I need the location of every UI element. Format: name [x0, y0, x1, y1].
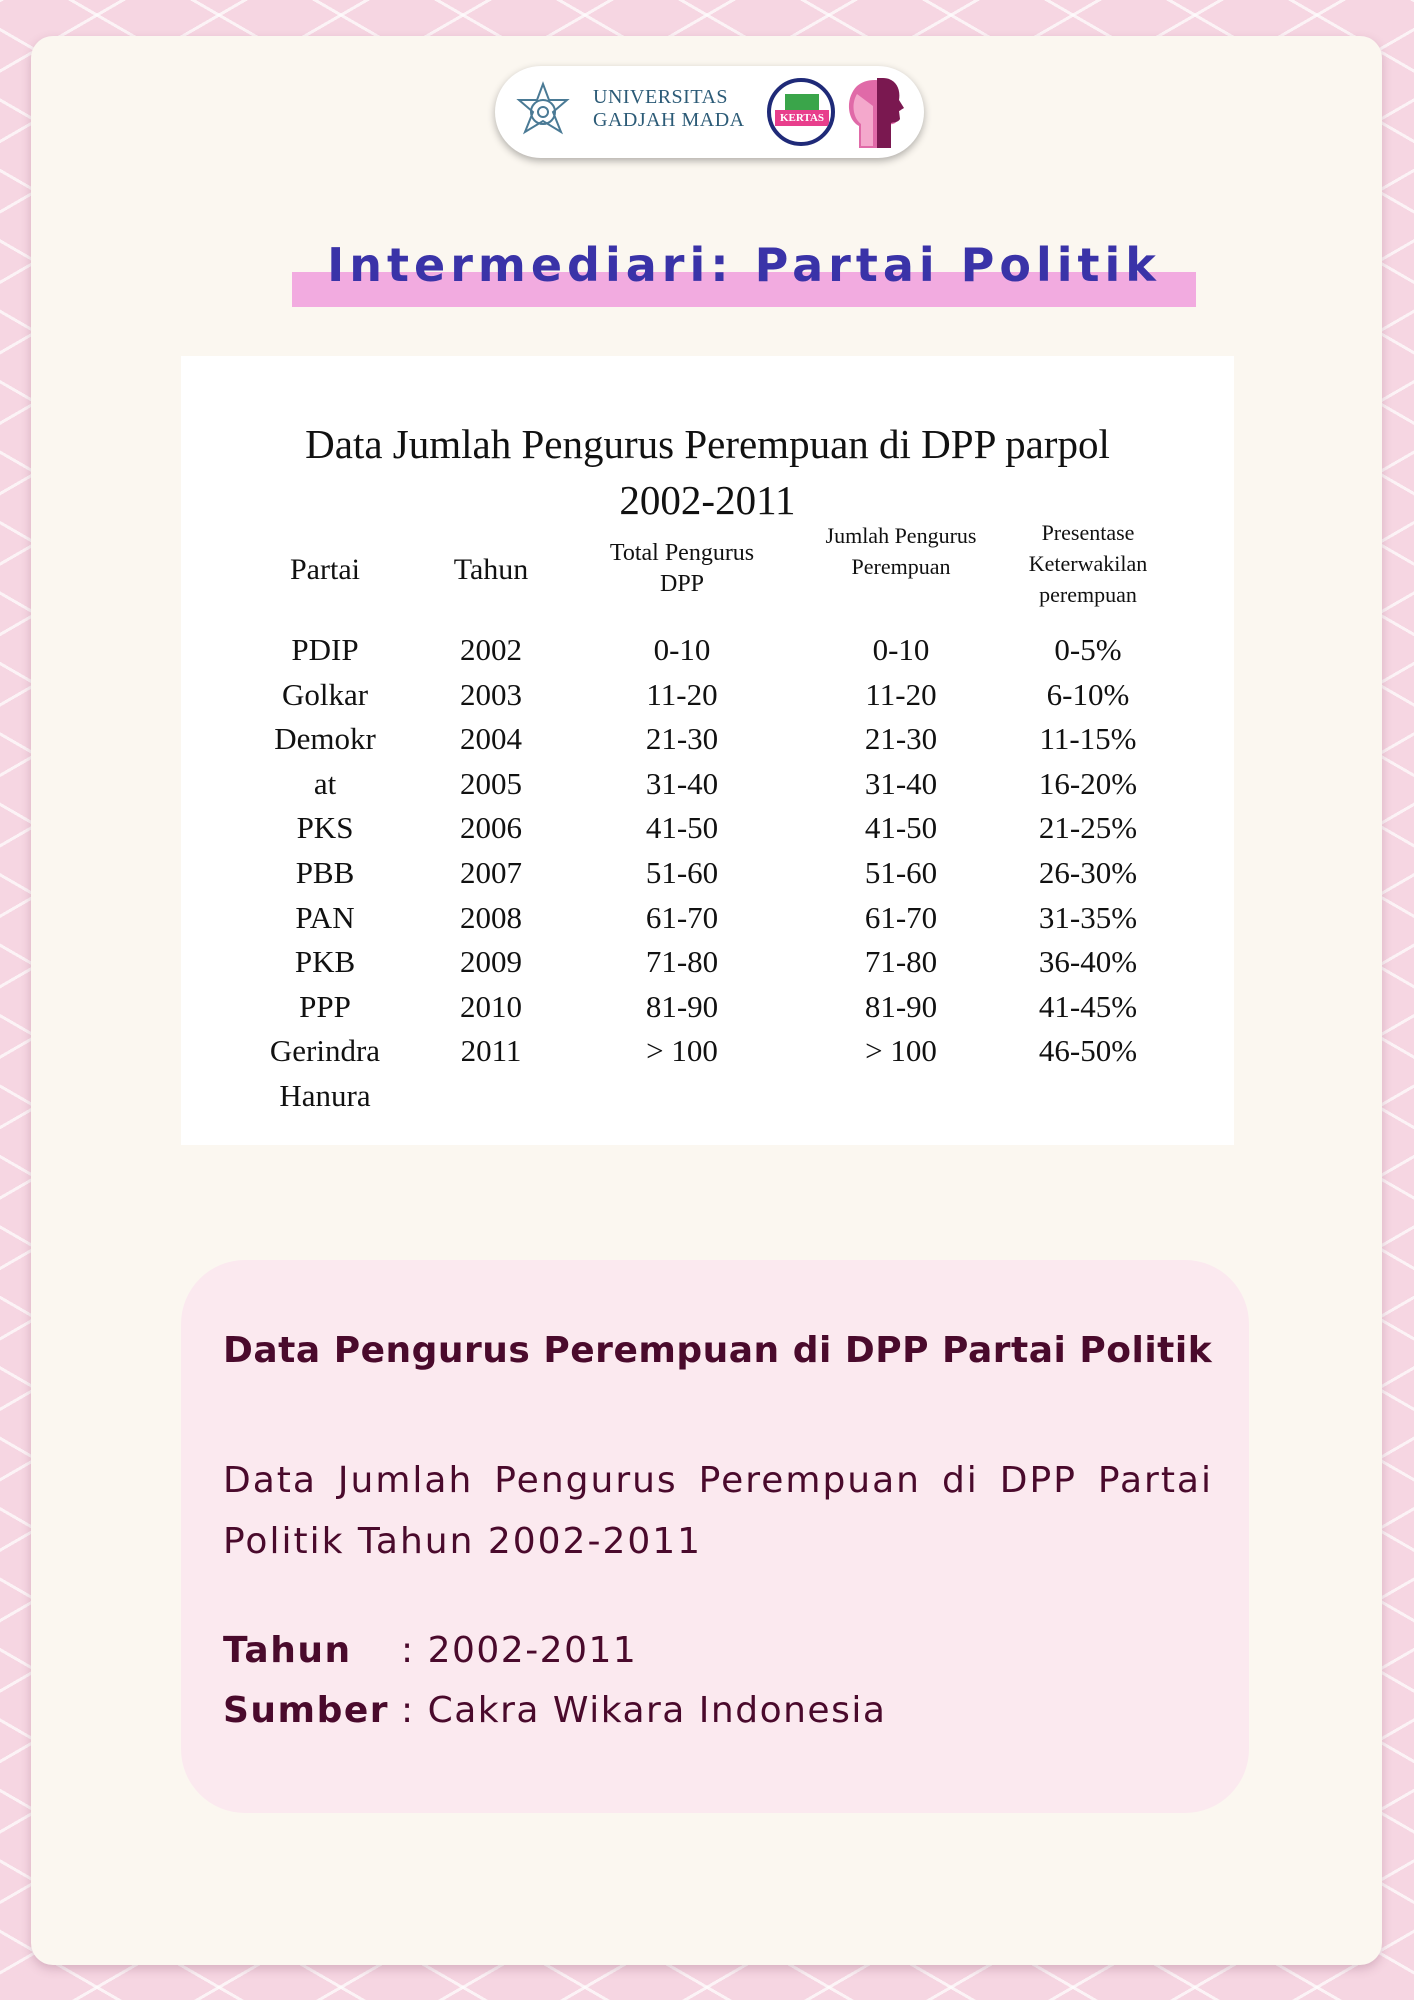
table-cell: 71-80 — [645, 944, 719, 980]
table-cell: Golkar — [281, 676, 369, 712]
table-title-line1: Data Jumlah Pengurus Perempuan di DPP parpol — [305, 421, 1110, 467]
table-cell: PKS — [296, 810, 354, 846]
table-cell: 2010 — [460, 988, 522, 1024]
header-persen: Presentase Keterwakilan perempuan — [1028, 519, 1148, 607]
table-cell: 2006 — [460, 810, 522, 846]
table-cell: 31-35% — [1038, 899, 1138, 935]
info-box — [181, 1260, 1249, 1813]
table-cell: PDIP — [291, 632, 359, 667]
table-cell: PPP — [299, 988, 351, 1024]
table-cell: 41-50 — [645, 810, 719, 846]
table-cell: 41-45% — [1038, 988, 1138, 1024]
ugm-wordmark — [593, 86, 745, 132]
table-title-line2: 2002-2011 — [619, 477, 796, 523]
women-silhouette-icon — [845, 76, 907, 148]
table-cell: > 100 — [865, 1033, 937, 1069]
partai-cells — [230, 628, 420, 1119]
table-cell: 41-50 — [864, 810, 938, 846]
jumlah-cells — [806, 628, 996, 1074]
table-cell: 2002 — [460, 632, 522, 667]
info-description: Data Jumlah Pengurus Perempuan di DPP Partai Politik Tahun 2002-2011 — [223, 1460, 1213, 1562]
table-cell: 61-70 — [645, 899, 719, 935]
table-cell: 51-60 — [864, 854, 938, 890]
table-cell: 2011 — [460, 1033, 522, 1069]
table-cell: 2008 — [460, 899, 522, 935]
table-cell: 0-5% — [1054, 632, 1122, 667]
table-cell: 2005 — [460, 765, 522, 801]
header-jumlah: Jumlah Pengurus Perempuan — [825, 523, 977, 579]
table-cell: 31-40 — [645, 765, 719, 801]
kertas-logo — [767, 78, 835, 146]
table-cell: 71-80 — [864, 944, 938, 980]
table-title — [181, 416, 1234, 528]
data-table-image — [181, 356, 1234, 1145]
table-cell: 11-20 — [865, 676, 937, 712]
table-cell: 2007 — [460, 854, 522, 890]
total-cells — [587, 628, 777, 1074]
logo-banner — [495, 66, 924, 158]
table-cell: 21-30 — [864, 721, 938, 757]
tahun-cells — [396, 628, 586, 1074]
ugm-line2: GADJAH MADA — [593, 109, 745, 131]
table-cell: PAN — [295, 899, 355, 935]
sumber-label: Sumber — [223, 1690, 390, 1731]
table-cell: Gerindra — [269, 1033, 381, 1069]
table-cell: 16-20% — [1038, 765, 1138, 801]
ugm-line1: UNIVERSITAS — [593, 86, 729, 108]
table-cell: 26-30% — [1038, 854, 1138, 890]
tahun-value: : 2002-2011 — [401, 1630, 638, 1671]
table-cell: 61-70 — [864, 899, 938, 935]
sumber-row — [223, 1690, 886, 1731]
table-cell: 36-40% — [1038, 944, 1138, 980]
table-cell: 21-30 — [645, 721, 719, 757]
table-cell: Demokr — [274, 721, 376, 757]
header-partai: Partai — [290, 552, 360, 586]
tahun-label: Tahun — [223, 1630, 352, 1671]
table-cell: 46-50% — [1038, 1033, 1138, 1069]
sumber-value: : Cakra Wikara Indonesia — [401, 1690, 887, 1731]
table-cell: 51-60 — [645, 854, 719, 890]
ugm-emblem-icon — [511, 80, 575, 144]
table-cell: > 100 — [646, 1033, 718, 1069]
table-cell: at — [313, 765, 337, 801]
table-cell: 2009 — [460, 944, 522, 980]
table-cell: 6-10% — [1046, 676, 1130, 712]
table-cell: 11-15% — [1039, 721, 1137, 757]
info-heading: Data Pengurus Perempuan di DPP Partai Politik — [223, 1330, 1213, 1371]
header-total: Total Pengurus DPP — [609, 540, 755, 597]
table-cell: 21-25% — [1038, 810, 1138, 846]
table-cell: 81-90 — [645, 988, 719, 1024]
table-cell: Hanura — [279, 1077, 371, 1113]
table-cell: PKB — [294, 944, 356, 980]
table-cell: 0-10 — [653, 632, 711, 667]
table-cell: 81-90 — [864, 988, 938, 1024]
table-cell: PBB — [295, 854, 355, 890]
tahun-row — [223, 1630, 637, 1671]
header-tahun: Tahun — [453, 552, 529, 586]
table-cell: 2003 — [460, 676, 522, 712]
table-cell: 2004 — [460, 721, 522, 757]
page-title: Intermediari: Partai Politik — [327, 238, 1161, 292]
kertas-label: KERTAS — [775, 110, 829, 126]
table-cell: 31-40 — [864, 765, 938, 801]
table-cell: 11-20 — [646, 676, 718, 712]
persen-cells — [1008, 628, 1168, 1074]
table-cell: 0-10 — [872, 632, 930, 667]
